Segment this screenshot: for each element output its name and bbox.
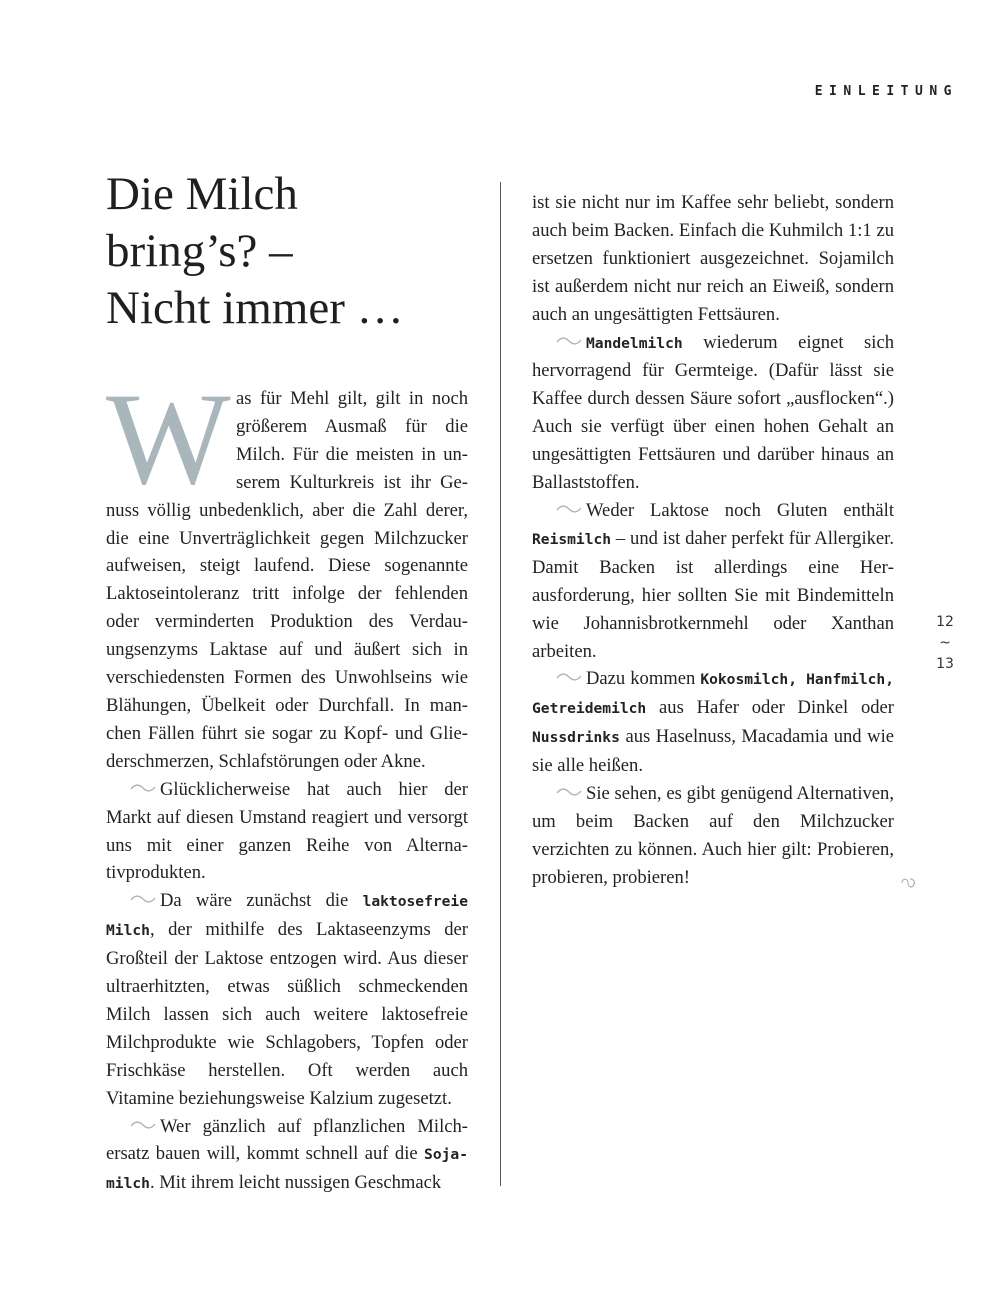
page-number-right: 13 [936, 656, 954, 672]
term-rice-milk: Reismilch [532, 530, 612, 548]
paragraph-text: , der mithilfe des Laktaseenzyms der Großteil der Laktose entzogen wird. Aus dieser ultraerhitzten, etwas süßlich schmeckenden Milch lassen sich auch weitere laktosefreie Milchprodukte wie Schlagobers, Topfen oder Frischkäse herstellen. Oft werden auch Vitamine beziehungsweise Kalzium zugesetzt. [106, 919, 468, 1109]
paragraph-text: Wer gänzlich auf pflanzlichen Milchersatz bauen will, kommt schnell auf die [106, 1115, 468, 1165]
title-line-1: Die Milch [106, 168, 298, 220]
paragraph-text: . Mit ihrem leicht nussigen Geschmack [149, 1172, 442, 1194]
wave-ornament-icon [130, 894, 156, 904]
paragraph-text: Glücklicherweise hat auch hier der Markt auf diesen Umstand reagiert und versorgt uns mit einer ganzen Reihe von Alternativprodukten. [106, 778, 468, 884]
paragraph-soy-continued: ist sie nicht nur im Kaffee sehr beliebt, sondern auch beim Backen. Einfach die Kuhmilch 1:1 zu ersetzen funktioniert ausgezeichnet. Sojamilch ist außerdem nicht nur reich an Eiweiß, sondern auch an ungesättigten Fettsäuren. [532, 192, 894, 325]
paragraph-rice [532, 497, 894, 665]
wave-ornament-icon [130, 783, 156, 793]
paragraph-almond [532, 329, 894, 497]
page-numbers [932, 612, 958, 675]
paragraph-conclusion [532, 780, 894, 892]
term-lactose-free-milk: laktosefreie Milch [106, 893, 468, 940]
running-head: EINLEITUNG [814, 84, 958, 99]
wave-ornament-icon [556, 672, 582, 682]
page-number-left: 12 [936, 614, 954, 630]
paragraph-text: Weder Laktose noch Gluten enthält [586, 499, 894, 521]
title-line-2: bring’s? – [106, 225, 293, 277]
drop-cap: W [106, 365, 231, 512]
paragraph-text: aus Hafer oder Dinkel oder [646, 697, 894, 719]
page-number-separator: ~ [939, 635, 951, 651]
right-column [532, 189, 894, 892]
paragraph-lactose-free [106, 887, 468, 1112]
paragraph-text: Sie sehen, es gibt genügend Alternativen, um beim Backen auf den Milchzucker verzichten zu können. Auch hier gilt: Probieren, probieren, probieren! [532, 783, 894, 888]
paragraph-text: wiederum eignet sich hervorragend für Germteige. (Dafür lässt sie Kaffee durch dessen Säure sofort „ausflocken“.) Auch sie verfügt über einen hohen Gehalt an ungesättigten Fettsäuren und darüber hinaus an Ballaststoffen. [532, 331, 894, 494]
end-ornament-icon [876, 871, 894, 885]
paragraph-text: Dazu kommen [586, 668, 701, 690]
wave-ornament-icon [556, 336, 582, 346]
intro-text: as für Mehl gilt, gilt in noch größerem Ausmaß für die Milch. Für die meisten in unserem Kulturkreis ist ihr Genuss völlig unbedenklich, aber die Zahl derer, die eine Unverträglichkeit gegen Milchzucker aufweisen, steigt laufend. Diese sogenannte Laktoseintoleranz tritt infolge der fehlenden oder verminderten Produktion des Verdauungsenzyms Laktase auf und äußert sich in verschiedensten Formen des Unwohlseins wie Blähungen, Übelkeit oder Durchfall. In manchen Fällen führt sie sogar zu Kopf- und Gliederschmerzen, Schlafstörungen oder Akne. [106, 388, 468, 772]
intro-paragraph [106, 365, 468, 776]
paragraph-alternatives [106, 776, 468, 888]
term-soy-milk: Sojamilch [106, 1146, 468, 1193]
term-almond-milk: Mandelmilch [586, 334, 683, 352]
wave-ornament-icon [556, 787, 582, 797]
chapter-title [106, 166, 466, 337]
paragraph-text: – und ist daher perfekt für Allergiker. Damit Backen ist allerdings eine Herausforderung, hier sollten Sie mit Bindemitteln wie Johannisbrotkernmehl oder Xanthan arbeiten. [532, 527, 894, 662]
paragraph-soy [106, 1113, 468, 1199]
paragraph-text: aus Haselnuss, Macadamia und wie sie alle heißen. [532, 726, 894, 777]
wave-ornament-icon [556, 504, 582, 514]
wave-ornament-icon [130, 1120, 156, 1130]
left-column [106, 365, 468, 1198]
paragraph-other-milks [532, 665, 894, 780]
title-line-3: Nicht immer … [106, 282, 404, 334]
column-divider [500, 182, 501, 1186]
paragraph-text: Da wäre zunächst die [160, 890, 363, 912]
term-nut-drinks: Nussdrinks [532, 729, 620, 747]
term-coconut-hemp-grain: Kokosmilch, Hanfmilch, Getreidemilch [532, 671, 894, 718]
